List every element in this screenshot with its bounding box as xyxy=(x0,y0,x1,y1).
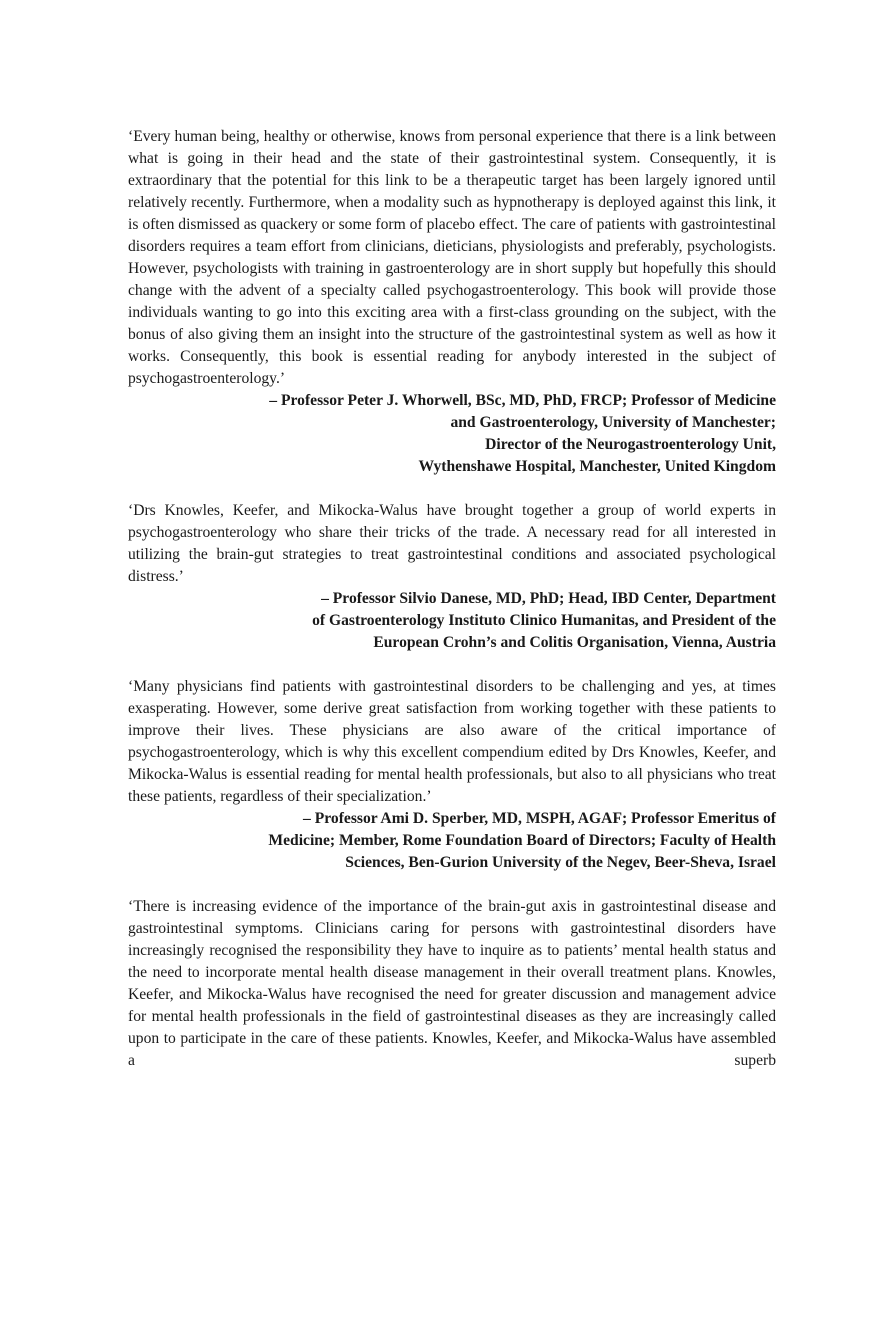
endorsement-danese xyxy=(128,500,776,654)
attribution-line: European Crohn’s and Colitis Organisation, Vienna, Austria xyxy=(373,634,776,651)
attribution-line: of Gastroenterology Instituto Clinico Humanitas, and President of the xyxy=(312,612,776,629)
endorsement-quote: ‘Every human being, healthy or otherwise, knows from personal experience that there is a link between what is going in their head and the state of their gastrointestinal system. Consequently, it is extraordinary that the potential for this link to be a therapeutic target has been largely ignored until relatively recently. Furthermore, when a modality such as hypnotherapy is deployed against this link, it is often dismissed as quackery or some form of placebo effect. The care of patients with gastrointestinal disorders requires a team effort from clinicians, dieticians, physiologists and preferably, psychologists. However, psychologists with training in gastroenterology are in short supply but hopefully this should change with the advent of a specialty called psychogastroenterology. This book will provide those individuals wanting to go into this exciting area with a first-class grounding on the subject, with the bonus of also giving them an insight into the structure of the gastrointestinal system as well as how it works. Consequently, this book is essential reading for anybody interested in the subject of psychogastroenterology.’ xyxy=(128,128,776,387)
endorsement-quote: ‘Drs Knowles, Keefer, and Mikocka-Walus have brought together a group of world experts in psychogastroenterology who share their tricks of the trade. A necessary read for all interested in utilizing the brain-gut strategies to treat gastrointestinal conditions and associated psychological distress.’ xyxy=(128,502,776,585)
endorsement-continued xyxy=(128,896,776,1072)
endorsement-attribution xyxy=(128,588,776,654)
endorsement-whorwell xyxy=(128,126,776,478)
attribution-line: Wythenshawe Hospital, Manchester, United Kingdom xyxy=(418,458,776,475)
attribution-line: – Professor Silvio Danese, MD, PhD; Head, IBD Center, Department xyxy=(321,590,776,607)
endorsement-attribution xyxy=(128,390,776,478)
attribution-line: – Professor Peter J. Whorwell, BSc, MD, PhD, FRCP; Professor of Medicine xyxy=(269,392,776,409)
endorsement-quote: ‘Many physicians find patients with gastrointestinal disorders to be challenging and yes, at times exasperating. However, some derive great satisfaction from working together with these patients to improve their lives. These physicians are also aware of the critical importance of psychogastroenterology, which is why this excellent compendium edited by Drs Knowles, Keefer, and Mikocka-Walus is essential reading for mental health professionals, but also to all physicians who treat these patients, regardless of their specialization.’ xyxy=(128,678,776,805)
endorsement-quote: ‘There is increasing evidence of the importance of the brain-gut axis in gastrointestinal disease and gastrointestinal symptoms. Clinicians caring for persons with gastrointestinal disorders have increasingly recognised the responsibility they have to inquire as to patients’ mental health status and the need to incorporate mental health disease management in their overall treatment plans. Knowles, Keefer, and Mikocka-Walus have recognised the need for greater discussion and management advice for mental health professionals in the field of gastrointestinal diseases as they are increasingly called upon to participate in the care of these patients. Knowles, Keefer, and Mikocka-Walus have assembled a superb xyxy=(128,898,776,1069)
attribution-line: Medicine; Member, Rome Foundation Board of Directors; Faculty of Health xyxy=(268,832,776,849)
endorsements-page xyxy=(128,126,776,1072)
attribution-line: Sciences, Ben-Gurion University of the Negev, Beer-Sheva, Israel xyxy=(345,854,776,871)
endorsement-attribution xyxy=(128,808,776,874)
attribution-line: Director of the Neurogastroenterology Unit, xyxy=(485,436,776,453)
endorsement-sperber xyxy=(128,676,776,874)
attribution-line: and Gastroenterology, University of Manchester; xyxy=(450,414,776,431)
attribution-line: – Professor Ami D. Sperber, MD, MSPH, AGAF; Professor Emeritus of xyxy=(303,810,776,827)
